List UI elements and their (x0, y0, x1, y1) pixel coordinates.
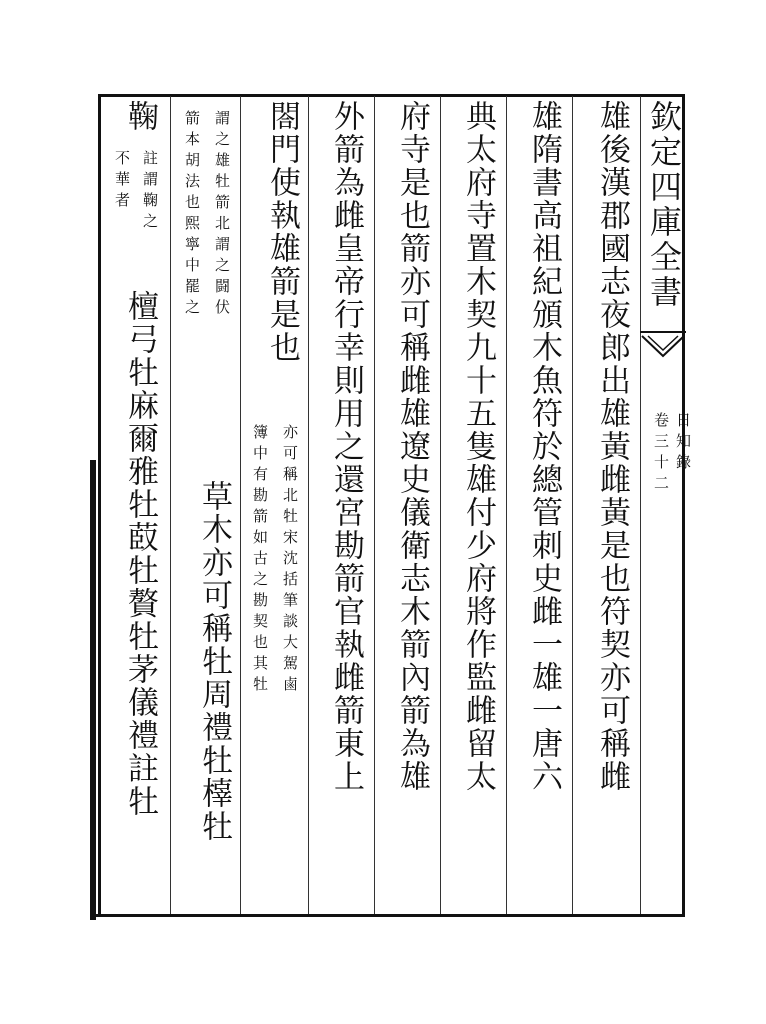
main-text: 典太府寺置木契九十五隻雄付少府將作監雌留太 (460, 100, 496, 793)
fishtail-ornament (640, 330, 686, 360)
text-column (516, 100, 566, 910)
column-rule (170, 96, 171, 914)
main-text: 府寺是也箭亦可稱雌雄遼史儀衛志木箭內箭為雄 (394, 100, 430, 793)
column-rule (440, 96, 441, 914)
annotation-right: 亦可稱北牡宋沈括筆談大駕鹵 (281, 424, 299, 697)
annotation-right: 註謂鞠之 (141, 150, 159, 234)
frame-left-border (98, 94, 101, 916)
column-rule (374, 96, 375, 914)
chapter-label (652, 412, 692, 496)
main-text: 鞠 (122, 100, 158, 133)
main-text: 雄隋書高祖紀頒木魚符於總管刺史雌一雄一唐六 (526, 100, 562, 793)
chapter-number: 卷三十二 (652, 412, 670, 496)
text-column (318, 100, 368, 910)
frame-bottom-border (96, 914, 685, 917)
book-short-title: 日知錄 (674, 412, 692, 475)
main-text: 外箭為雌皇帝行幸則用之還宮勘箭官執雌箭東上 (328, 100, 364, 793)
text-column (112, 100, 162, 144)
annotation-right: 謂之雄牡箭北謂之闘伏 (213, 110, 231, 320)
main-text: 雄後漢郡國志夜郎出雄黃雌黃是也符契亦可稱雌 (594, 100, 630, 793)
text-column (450, 100, 500, 910)
annotation-left: 不華者 (113, 150, 131, 213)
main-text: 草木亦可稱牡周禮牡橭牡 (196, 480, 232, 843)
frame-top-border (100, 94, 684, 97)
main-text: 閤門使執雄箭是也 (264, 100, 300, 364)
column-rule (506, 96, 507, 914)
book-title: 欽定四庫全書 (645, 100, 683, 310)
text-column (112, 290, 162, 910)
column-rule (640, 96, 641, 914)
text-column (584, 100, 634, 910)
annotation-left: 箭本胡法也熙寧中罷之 (183, 110, 201, 320)
main-text: 檀弓牡麻爾雅牡菣牡贅牡茅儀禮註牡 (122, 290, 158, 818)
text-column (180, 480, 236, 910)
text-column (384, 100, 434, 910)
column-rule (308, 96, 309, 914)
column-rule (572, 96, 573, 914)
binding-shadow (90, 460, 96, 920)
annotation-left: 簿中有勘箭如古之勘契也其牡 (251, 424, 269, 697)
column-rule (240, 96, 241, 914)
